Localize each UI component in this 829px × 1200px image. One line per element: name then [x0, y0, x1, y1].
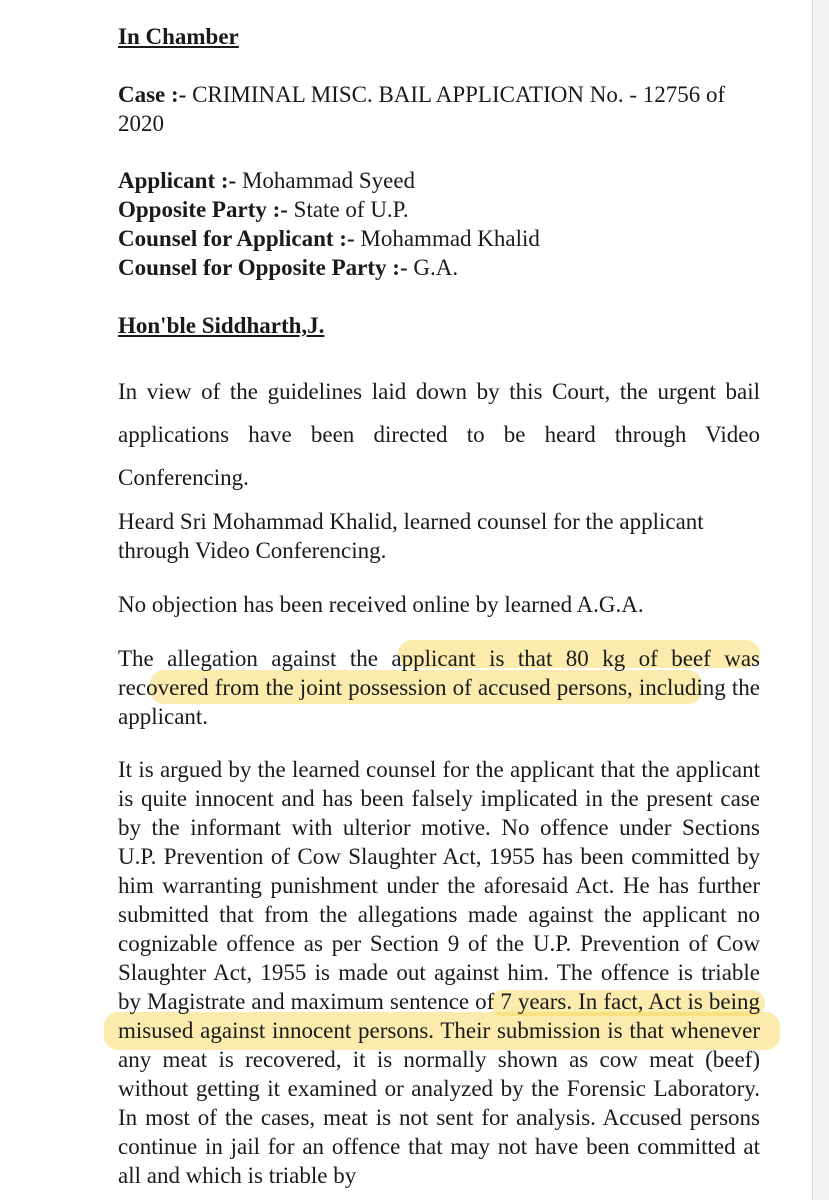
chamber-heading: In Chamber	[118, 24, 239, 49]
party-counsel-applicant	[118, 224, 760, 253]
party-label: Opposite Party :-	[118, 197, 288, 222]
case-value: CRIMINAL MISC. BAIL APPLICATION No. - 12756 of 2020	[118, 82, 726, 136]
party-value: Mohammad Syeed	[241, 168, 416, 193]
party-value: State of U.P.	[293, 197, 409, 222]
paragraph-heard: Heard Sri Mohammad Khalid, learned counsel for the applicant through Video Conferencing.	[118, 509, 704, 563]
party-label: Applicant :-	[118, 168, 237, 193]
paragraph-allegation: The allegation against the applicant is that 80 kg of beef was recovered from the joint possession of accused persons, including the applicant.	[118, 646, 760, 729]
party-value: G.A.	[413, 255, 459, 280]
paragraph-guidelines: In view of the guidelines laid down by this Court, the urgent bail applications have been directed to be heard through Video Conferencing.	[118, 379, 760, 490]
party-opposite	[118, 195, 760, 224]
party-label: Counsel for Applicant :-	[118, 226, 355, 251]
paragraph-no-objection: No objection has been received online by learned A.G.A.	[118, 592, 644, 617]
parties-block	[118, 166, 760, 282]
party-label: Counsel for Opposite Party :-	[118, 255, 408, 280]
party-counsel-opposite	[118, 253, 760, 282]
party-applicant	[118, 166, 760, 195]
paragraph-argument: It is argued by the learned counsel for the applicant that the applicant is quite innocent and has been falsely implicated in the present case by the informant with ulterior motive. No offence under Sections U.P. Prevention of Cow Slaughter Act, 1955 has been committed by him warranting punishment under the aforesaid Act. He has further submitted that from the allegations made against the applicant no cognizable offence as per Section 9 of the U.P. Prevention of Cow Slaughter Act, 1955 is made out against him. The offence is triable by Magistrate and maximum sentence of 7 years. In fact, Act is being misused against innocent persons. Their submission is that whenever any meat is recovered, it is normally shown as cow meat (beef) without getting it examined or analyzed by the Forensic Laboratory. In most of the cases, meat is not sent for analysis. Accused persons continue in jail for an offence that may not have been committed at all and which is triable by	[118, 757, 760, 1188]
judge-heading: Hon'ble Siddharth,J.	[118, 313, 325, 338]
page-edge	[812, 0, 829, 1200]
case-label: Case :-	[118, 82, 187, 107]
case-line	[118, 80, 760, 138]
party-value: Mohammad Khalid	[360, 226, 540, 251]
